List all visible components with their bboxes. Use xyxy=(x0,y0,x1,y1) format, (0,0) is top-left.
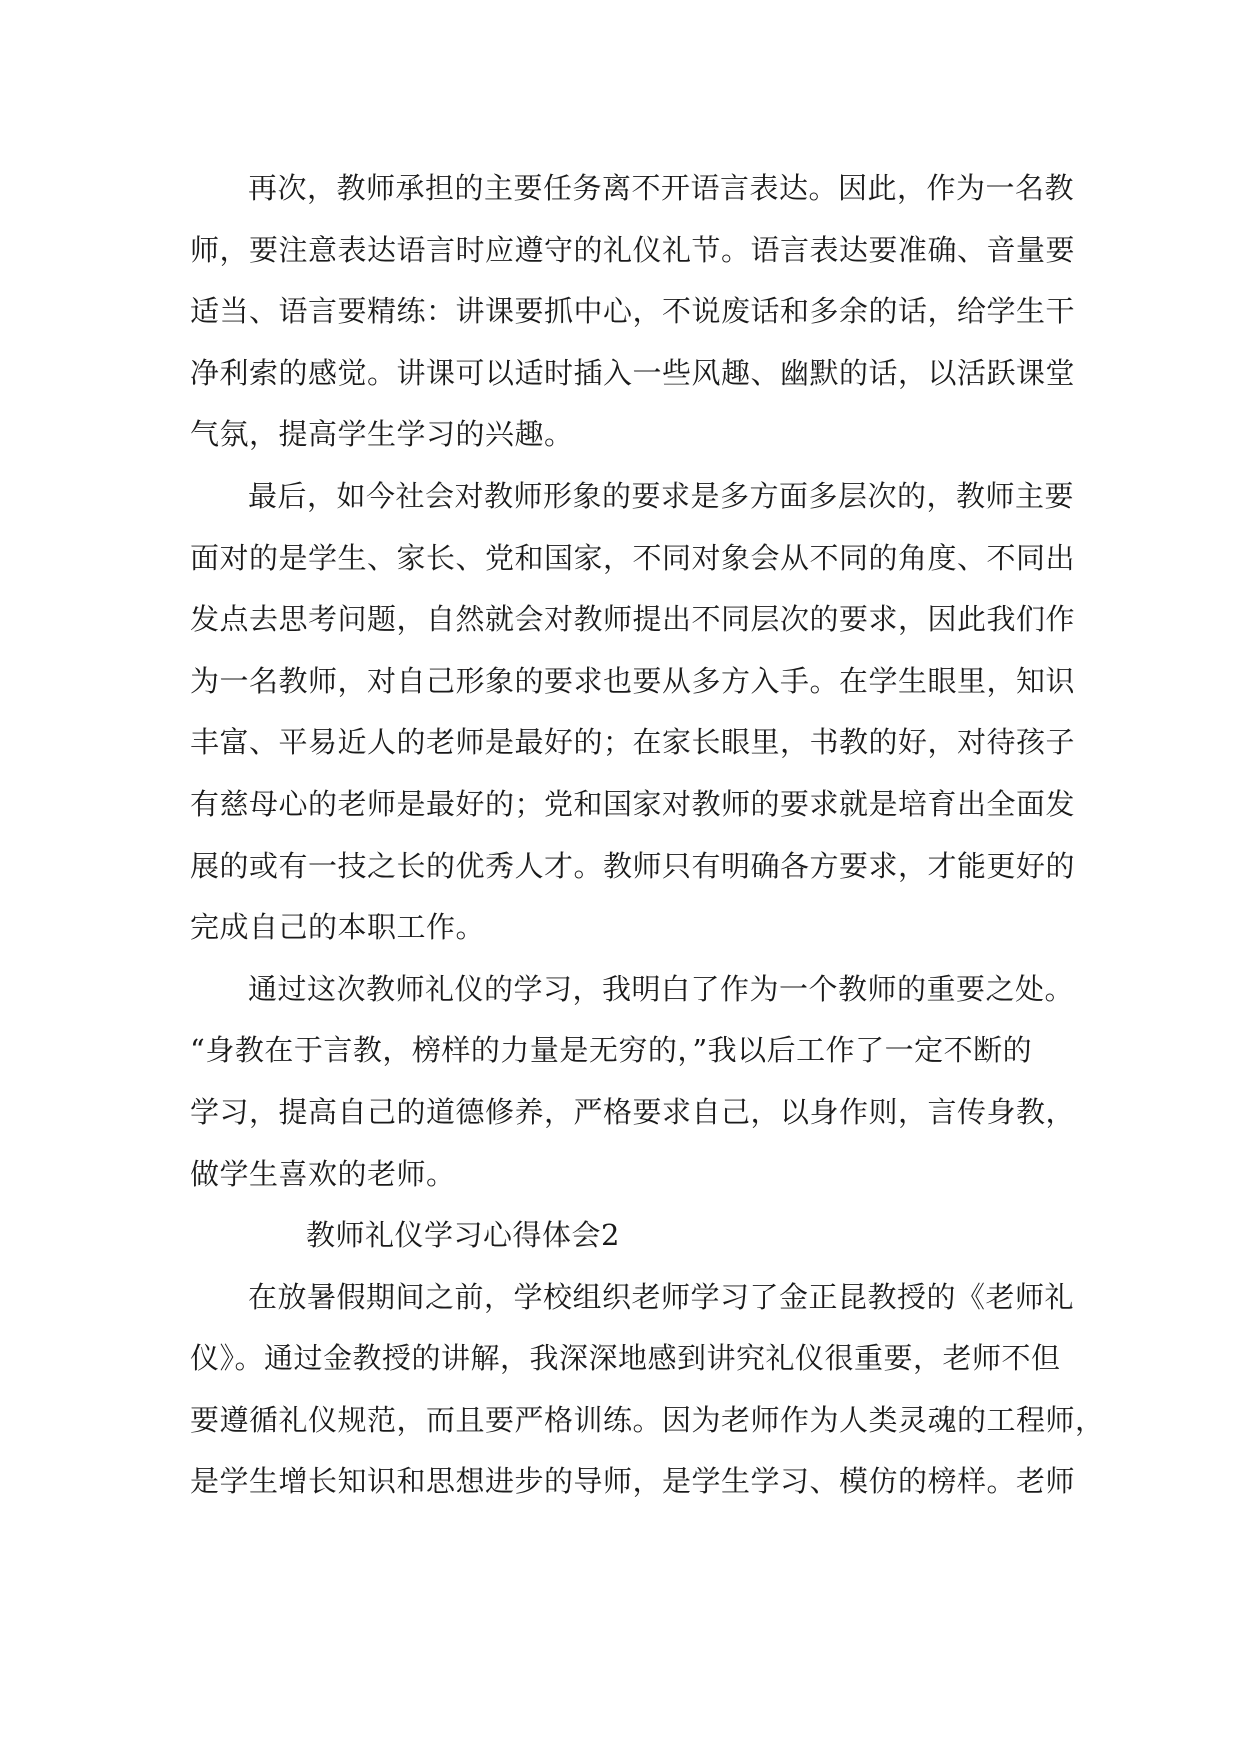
paragraph-line: 最后，如今社会对教师形象的要求是多方面多层次的，教师主要 xyxy=(248,478,1075,513)
paragraph-line: 要遵循礼仪规范，而且要严格训练。因为老师作为人类灵魂的工程师， xyxy=(190,1402,1105,1437)
paragraph-line: “身教在于言教，榜样的力量是无穷的，”我以后工作了一定不断的 xyxy=(190,1033,1033,1068)
paragraph-line: 完成自己的本职工作。 xyxy=(190,910,486,945)
paragraph-line: 适当、语言要精练：讲课要抓中心，不说废话和多余的话，给学生干 xyxy=(190,294,1076,329)
paragraph-line: 有慈母心的老师是最好的；党和国家对教师的要求就是培育出全面发 xyxy=(190,786,1076,821)
paragraph-line: 再次，教师承担的主要任务离不开语言表达。因此，作为一名教 xyxy=(248,171,1075,205)
paragraph-line: 气氛，提高学生学习的兴趣。 xyxy=(190,417,574,452)
paragraph-line: 发点去思考问题，自然就会对教师提出不同层次的要求，因此我们作 xyxy=(190,602,1076,637)
paragraph-line: 通过这次教师礼仪的学习，我明白了作为一个教师的重要之处。 xyxy=(248,971,1075,1006)
paragraph-line: 为一名教师，对自己形象的要求也要从多方入手。在学生眼里，知识 xyxy=(190,663,1076,698)
paragraph-line: 在放暑假期间之前，学校组织老师学习了金正昆教授的《老师礼 xyxy=(248,1279,1075,1314)
paragraph-line: 做学生喜欢的老师。 xyxy=(190,1156,456,1191)
paragraph-line: 展的或有一技之长的优秀人才。教师只有明确各方要求，才能更好的 xyxy=(190,848,1076,883)
paragraph-line: 丰富、平易近人的老师是最好的；在家长眼里，书教的好，对待孩子 xyxy=(190,725,1076,760)
section-heading: 教师礼仪学习心得体会2 xyxy=(306,1218,620,1253)
paragraph-line: 师，要注意表达语言时应遵守的礼仪礼节。语言表达要准确、音量要 xyxy=(190,232,1076,267)
paragraph-line: 净利索的感觉。讲课可以适时插入一些风趣、幽默的话，以活跃课堂 xyxy=(190,355,1076,390)
paragraph-line: 仪》。通过金教授的讲解，我深深地感到讲究礼仪很重要，老师不但 xyxy=(190,1341,1061,1376)
paragraph-line: 学习，提高自己的道德修养，严格要求自己，以身作则，言传身教， xyxy=(190,1094,1076,1129)
paragraph-line: 面对的是学生、家长、党和国家，不同对象会从不同的角度、不同出 xyxy=(190,540,1076,575)
paragraph-line: 是学生增长知识和思想进步的导师，是学生学习、模仿的榜样。老师 xyxy=(190,1464,1076,1499)
document-body xyxy=(190,158,1105,1513)
